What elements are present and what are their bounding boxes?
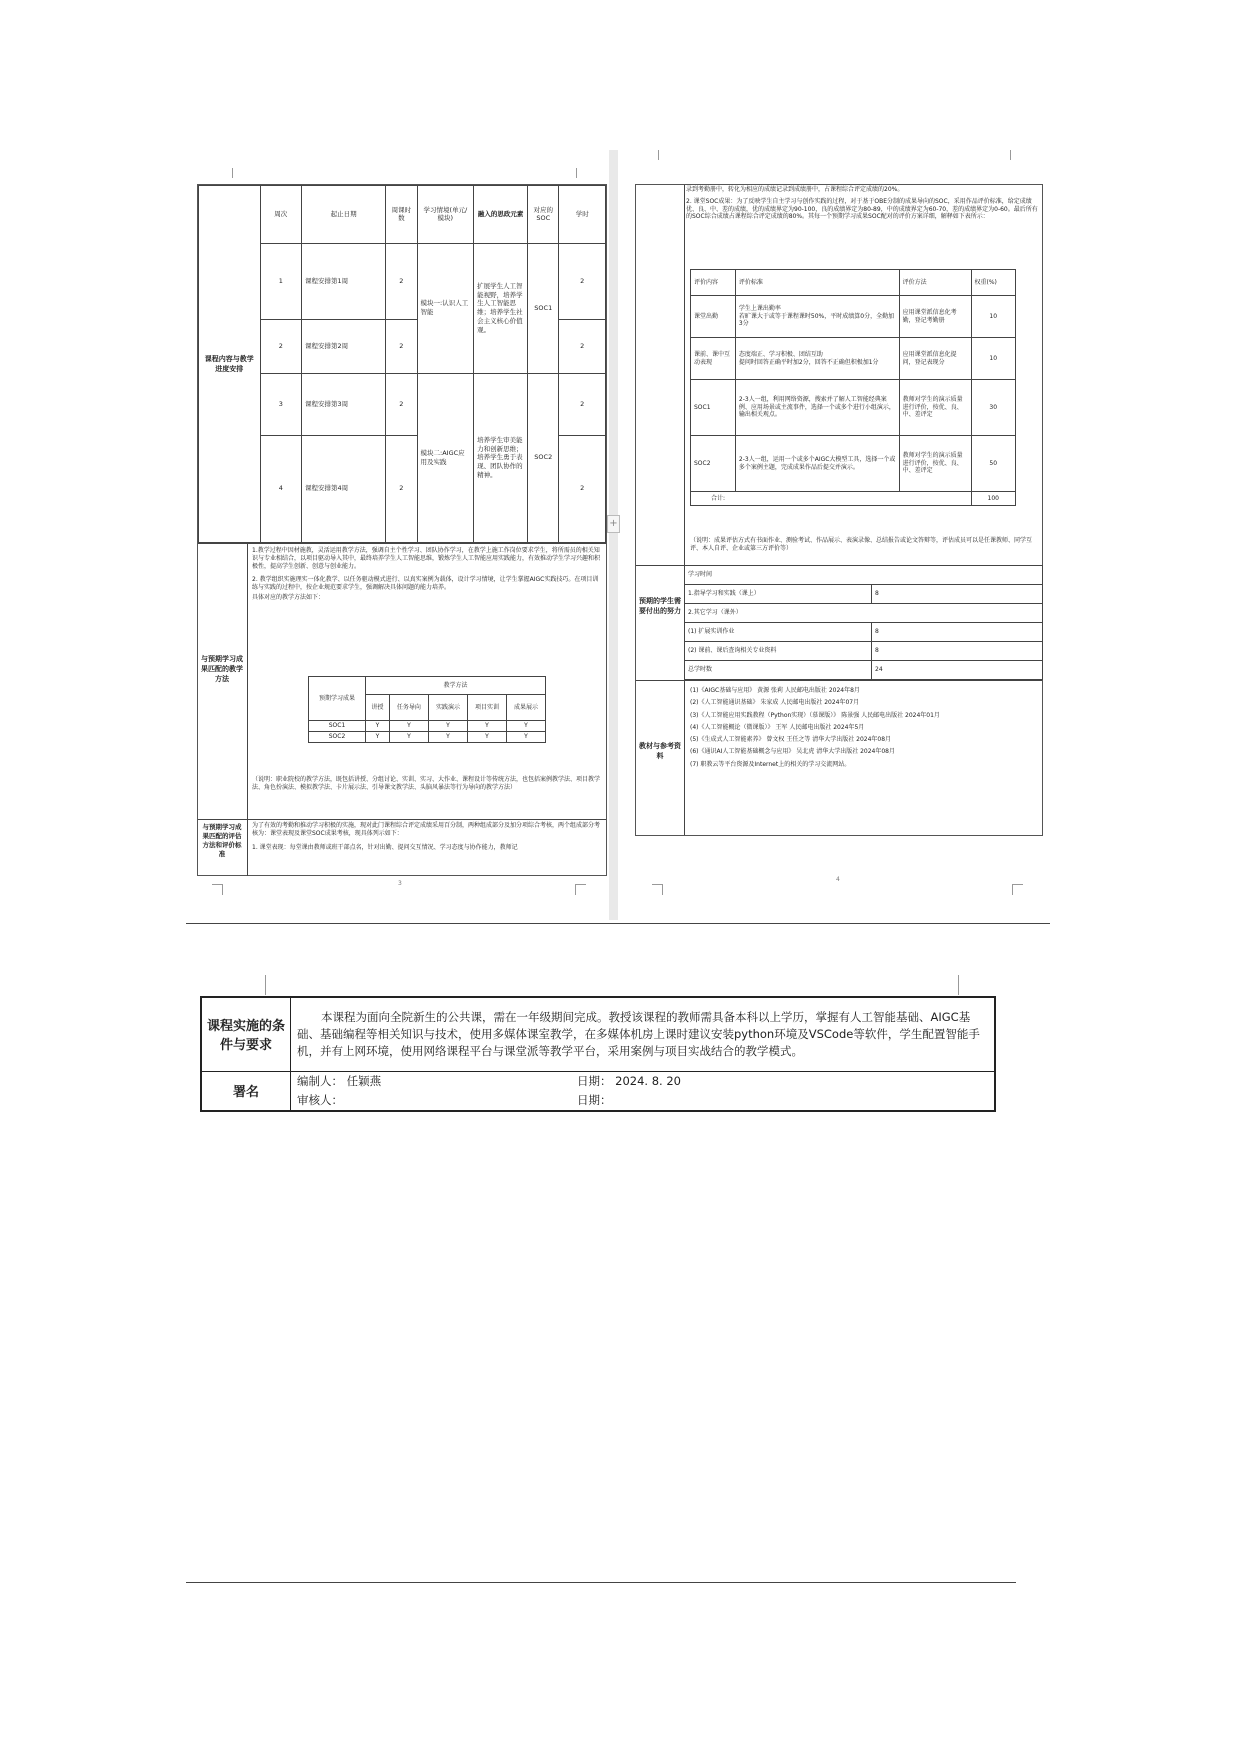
materials-section	[636, 680, 1042, 836]
mark: Y	[467, 721, 506, 732]
workload-label: 预期的学生需要付出的努力	[639, 597, 681, 615]
methods-divider	[247, 544, 248, 820]
sign-cell	[291, 1071, 996, 1111]
hours-cell: 2	[386, 243, 417, 319]
workload-row: (1) 扩展实训作业	[685, 623, 872, 642]
eval-standard: 态度端正、学习积极、团结互助 提问时回答正确平时加2分，回答不正确但积极加1分	[735, 338, 899, 380]
material-item: (1)《AIGC基础与应用》 黄源 张莉 人民邮电出版社 2024年8月	[690, 687, 860, 694]
week-cell: 4	[260, 435, 301, 542]
eval-item: 课前、课中互动表现	[691, 338, 736, 380]
col-header: 学习情境(单元/模块)	[417, 186, 474, 244]
assessment-label: 与预期学习成果匹配的评估方法和评价标准	[202, 823, 242, 858]
material-item: (6)《通识AI人工智能基础概念与应用》 吴北虎 清华大学出版社 2024年08月	[690, 748, 896, 756]
eval-item: 课堂出勤	[691, 296, 736, 338]
mark: Y	[428, 732, 467, 743]
col-header: 起止日期	[302, 186, 386, 244]
material-item: (2)《人工智能通识基础》 朱家成 人民邮电出版社 2024年07月	[690, 699, 860, 707]
mark: Y	[506, 732, 545, 743]
methods-table	[308, 676, 546, 743]
credit-cell: 2	[559, 243, 606, 319]
corner-mark	[575, 884, 586, 895]
assessment-para: 为了有效的考勤和推动学习积极的实施，现对此门课程综合评定成绩采用百分制，两种组成部分及加分项综合考核，两个组成部分考核为：课堂表现及课堂SOC成果考核，现具体列示如下：	[252, 822, 601, 837]
reviewer-text: 审核人：	[297, 1093, 343, 1108]
date-cell: 课程安排第2周	[302, 320, 386, 374]
eval-header: 评价内容	[691, 270, 736, 296]
methods-para: 具体对应的教学方法如下：	[252, 593, 325, 601]
week-cell: 3	[260, 373, 301, 435]
mark: Y	[366, 732, 390, 743]
sign-label: 署名	[201, 1071, 291, 1111]
material-item: (5)《生成式人工智能素养》 曾文权 王任之等 清华大学出版社 2024年08月	[690, 736, 892, 744]
eval-header: 评价方法	[899, 270, 971, 296]
intro-text	[686, 186, 1038, 221]
conditions-text: 本课程为面向全院新生的公共课，需在一年级期间完成。教授该课程的教师需具备本科以上学历，掌握有人工智能基础、AIGC基础、基础编程等相关知识与技术，使用多媒体课室教学，在多媒体机房上课时建议安装python环境及VSCode等软件，学生配置智能手机，并有上网环境，使用网络课程平台与课堂派等教学平台，采用案例与项目实战结合的教学模式。	[291, 997, 996, 1071]
workload-value: 24	[872, 661, 1043, 680]
schedule-table	[198, 185, 606, 543]
soc-name: SOC2	[309, 732, 366, 743]
date-cell: 课程安排第4周	[302, 435, 386, 542]
col-header: 周课时数	[386, 186, 417, 244]
editor-text: 编制人： 任颖燕	[297, 1074, 382, 1089]
eval-weight: 10	[971, 338, 1016, 380]
method-col: 项目实训	[467, 695, 506, 721]
methods-section	[198, 543, 606, 820]
soc-name: SOC1	[309, 721, 366, 732]
eval-method: 应用课堂派信息化提问，登记表现分	[899, 338, 971, 380]
eval-standard: 2-3人一组，运用一个或多个AIGC大模型工具，选择一个或多个案例主题，完成成果作品后提交并演示。	[735, 436, 899, 492]
workload-value: 8	[872, 585, 1043, 604]
credit-cell: 2	[559, 320, 606, 374]
corner-mark	[222, 168, 233, 178]
material-item: (3)《人工智能应用实践教程（Python实现）（慕课版）》 陈景强 人民邮电出版社 2024年01月	[690, 711, 940, 719]
eval-method: 教师对学生的演示质量进行评价，按优、良、中、差评定	[899, 380, 971, 436]
assessment-section	[198, 819, 606, 876]
eval-header: 评价标准	[735, 270, 899, 296]
assessment-para: 1. 课堂表现：每堂课由教师或班干部点名，针对出勤、提问交互情况、学习态度与协作能力，教师记	[252, 843, 518, 851]
evaluation-table	[690, 269, 1016, 506]
corner-mark	[652, 884, 663, 895]
soc-cell: SOC1	[528, 243, 559, 373]
intro-para: 录到考勤册中，转化为相应的成绩记录到成绩册中，占课程综合评定成绩的20%。	[686, 186, 904, 193]
col-header: 融入的思政元素	[474, 186, 528, 244]
workload-value: 8	[872, 623, 1043, 642]
method-col: 讲授	[366, 695, 390, 721]
methods-para: 2. 教学组织实施理实一体化教学、以任务驱动模式进行、以真实案例为载体，设计学习情境，让学生掌握AIGC实践技巧。在项目训练与实践的过程中，按企业规范要求学生，强调解决具体问题的能力培养。	[252, 576, 599, 592]
hours-cell: 2	[386, 435, 417, 542]
mark: Y	[389, 732, 428, 743]
col-header: 学时	[559, 186, 606, 244]
methods-text	[252, 547, 602, 602]
eval-total: 100	[971, 492, 1016, 506]
methods-note: （说明：职业院校的教学方法，既包括讲授、分组讨论、实训、实习、大作业、课程设计等传统方法，也包括案例教学法、项目教学法、角色扮演法、模拟教学法、卡片展示法、引导课文教学法、头脑风暴法等行为导向的教学方法）	[252, 776, 601, 791]
date-text: 日期：	[577, 1093, 612, 1108]
date-cell: 课程安排第3周	[302, 373, 386, 435]
corner-mark	[212, 884, 223, 895]
methods-group: 教学方法	[366, 677, 546, 695]
material-item: (7) 职教云等平台资源及Internet上的相关的学习交流网站。	[690, 760, 851, 768]
sign-row	[297, 1091, 988, 1110]
eval-standard: 学生上课出勤率 若旷课大于或等于课程课时50%，平时成绩算0分，全勤加3分	[735, 296, 899, 338]
page-gutter	[609, 150, 618, 920]
method-col: 成果展示	[506, 695, 545, 721]
eval-total-label: 合计:	[691, 492, 972, 506]
page-number: 3	[398, 880, 402, 887]
hours-cell: 2	[386, 373, 417, 435]
mark: Y	[366, 721, 390, 732]
soc-cell: SOC2	[528, 373, 559, 542]
methods-corner: 预期学习成果	[309, 677, 366, 721]
eval-weight: 50	[971, 436, 1016, 492]
module-cell: 模块二:AIGC应用及实践	[417, 373, 474, 542]
schedule-section-label: 课程内容与教学进度安排	[199, 186, 261, 543]
workload-row: 学习时间	[685, 566, 1043, 585]
corner-mark	[576, 168, 587, 178]
col-header: 周次	[260, 186, 301, 244]
method-col: 任务导向	[389, 695, 428, 721]
mark: Y	[506, 721, 545, 732]
conditions-table	[200, 996, 996, 1112]
corner-mark	[255, 975, 266, 995]
eval-note: （说明：成果评估方式有书面作业、测验考试、作品展示、表演录像、总结报告或论文答辩等，评估成员可以是任课教师、同学互评、本人自评、企业或第三方评价等）	[690, 537, 1033, 552]
page-number: 4	[836, 876, 840, 883]
workload-row: 2.其它学习（课外）	[685, 604, 1043, 623]
assessment-divider	[247, 820, 248, 876]
page-join-button[interactable]: +	[607, 515, 620, 533]
eval-header: 权重(%)	[971, 270, 1016, 296]
module-cell: 模块一:认识人工智能	[417, 243, 474, 373]
eval-item: SOC1	[691, 380, 736, 436]
intro-para: 2. 课堂SOC成果：为了反映学生自主学习与创作实践的过程，对于基于OBE分制的成果导向的SOC，采用作品评价标准，给定成绩优、良、中、差的成绩，优的成绩界定为90-100，良的成绩界定为80-89，中的成绩界定为60-70，差的成绩界定为0-60。最后所有的SOC综合成绩占课程综合评定成绩的80%。其每一个预期学习成果SOC配对的评价方案详细，解释如下表所示：	[686, 197, 1038, 221]
week-cell: 2	[260, 320, 301, 374]
ideology-cell: 扩展学生人工智能视野，培养学生人工智能思维；培养学生社会主义核心价值观。	[474, 243, 528, 373]
mark: Y	[467, 732, 506, 743]
eval-method: 教师对学生的演示质量进行评价，按优、良、中、差评定	[899, 436, 971, 492]
eval-weight: 10	[971, 296, 1016, 338]
assessment-text	[252, 822, 602, 851]
materials-label: 教材与参考资料	[639, 742, 681, 760]
conditions-label: 课程实施的条件与要求	[201, 997, 291, 1071]
page-3	[197, 184, 607, 876]
divider-line	[186, 923, 1050, 924]
material-item: (4)《人工智能概论（微课版）》 王军 人民邮电出版社 2024年5月	[690, 723, 865, 731]
methods-para: 1.教学过程中因材施教，灵活运用教学方法，强调自主个性学习、团队协作学习，在教学上施工作岗位要求学生，将所需员的相关知识与专业相结合，以项目驱动导入其中，最终培养学生人工智能思维，锻炼学生人工智能应用实践能力，有效推动学生学习兴趣和积极性，提高学生创新、创意与创业能力。	[252, 547, 601, 570]
workload-table	[684, 565, 1043, 680]
col-header: 对应的SOC	[528, 186, 559, 244]
page-4	[635, 184, 1043, 836]
eval-standard: 2-3人一组，利用网络资源，搜索并了解人工智能经典案例、应用场景或主流事件，选择一个或多个进行小组演示，输出相关观点。	[735, 380, 899, 436]
credit-cell: 2	[559, 435, 606, 542]
methods-label: 与预期学习成果匹配的教学方法	[201, 655, 243, 683]
hours-cell: 2	[386, 320, 417, 374]
workload-section	[636, 565, 1042, 681]
ideology-cell: 培养学生审美能力和创新思维；培养学生勇于表现、团队协作的精神。	[474, 373, 528, 542]
sign-row	[297, 1072, 988, 1091]
workload-value: 8	[872, 642, 1043, 661]
corner-mark	[1010, 150, 1021, 160]
workload-row: 1.指导学习和实践（课上）	[685, 585, 872, 604]
week-cell: 1	[260, 243, 301, 319]
materials-list	[690, 685, 1038, 771]
eval-weight: 30	[971, 380, 1016, 436]
corner-mark	[958, 975, 969, 995]
method-col: 实践演示	[428, 695, 467, 721]
date-text: 日期： 2024. 8. 20	[577, 1074, 681, 1089]
corner-mark	[1012, 884, 1023, 895]
mark: Y	[389, 721, 428, 732]
eval-item: SOC2	[691, 436, 736, 492]
workload-row: 总学时数	[685, 661, 872, 680]
date-cell: 课程安排第1周	[302, 243, 386, 319]
eval-method: 应用课堂派信息化考勤，登记考勤册	[899, 296, 971, 338]
bottom-line	[186, 1582, 1016, 1583]
corner-mark	[648, 150, 659, 160]
credit-cell: 2	[559, 373, 606, 435]
mark: Y	[428, 721, 467, 732]
workload-row: (2) 课前、课后查询相关专业资料	[685, 642, 872, 661]
